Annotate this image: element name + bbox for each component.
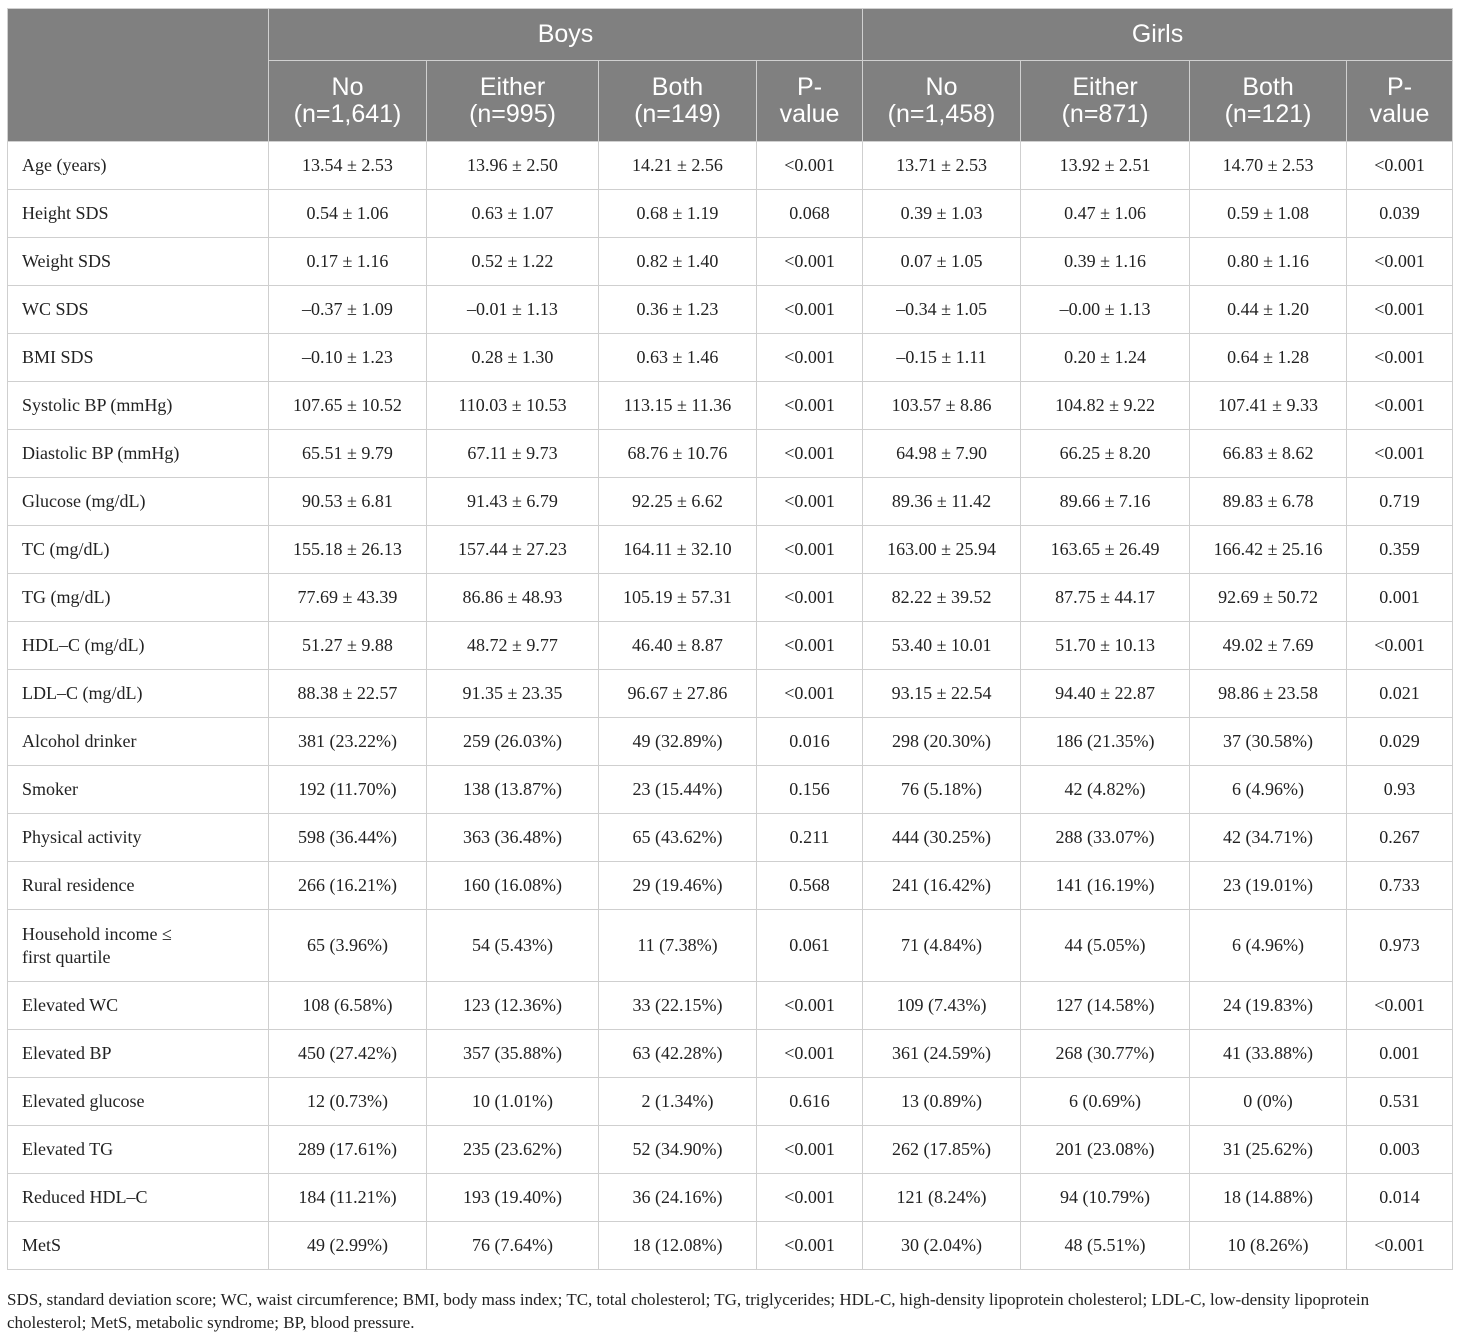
p-value-cell: <0.001 (757, 286, 863, 334)
p-value-cell: 0.068 (757, 190, 863, 238)
value-cell: 54 (5.43%) (427, 910, 599, 982)
row-label-cell (8, 1222, 269, 1270)
row-label: Weight SDS (22, 251, 112, 271)
subheader-label: P- (797, 73, 823, 101)
value-cell: 87.75 ± 44.17 (1021, 574, 1190, 622)
value-cell: 44 (5.05%) (1021, 910, 1190, 982)
subheader-count: value (779, 100, 840, 128)
table-row (8, 238, 1453, 286)
table-footnote: SDS, standard deviation score; WC, waist circumference; BMI, body mass index; TC, total cholesterol; TG, triglycerides; HDL-C, high-density lipoprotein cholesterol; LDL-C, low-density lipoprotein cholesterol; MetS, metabolic syndrome; BP, blood pressure. (7, 1290, 1370, 1332)
row-label: Diastolic BP (mmHg) (22, 443, 180, 463)
value-cell: 166.42 ± 25.16 (1190, 526, 1347, 574)
value-cell: 6 (4.96%) (1190, 910, 1347, 982)
value-cell: 193 (19.40%) (427, 1174, 599, 1222)
value-cell: 88.38 ± 22.57 (269, 670, 427, 718)
value-cell: 163.00 ± 25.94 (863, 526, 1021, 574)
value-cell: 0.44 ± 1.20 (1190, 286, 1347, 334)
value-cell: 598 (36.44%) (269, 814, 427, 862)
value-cell: 0.47 ± 1.06 (1021, 190, 1190, 238)
row-label-cell (8, 142, 269, 190)
value-cell: 67.11 ± 9.73 (427, 430, 599, 478)
group-header-boys: Boys (269, 9, 863, 61)
value-cell: –0.34 ± 1.05 (863, 286, 1021, 334)
table-row (8, 478, 1453, 526)
value-cell: 127 (14.58%) (1021, 982, 1190, 1030)
value-cell: 89.66 ± 7.16 (1021, 478, 1190, 526)
value-cell: 0.63 ± 1.07 (427, 190, 599, 238)
value-cell: 11 (7.38%) (599, 910, 757, 982)
value-cell: 29 (19.46%) (599, 862, 757, 910)
p-value-cell: 0.359 (1347, 526, 1453, 574)
value-cell: 123 (12.36%) (427, 982, 599, 1030)
subheader-cell (269, 61, 427, 142)
p-value-cell: <0.001 (757, 382, 863, 430)
value-cell: 0.20 ± 1.24 (1021, 334, 1190, 382)
value-cell: 23 (19.01%) (1190, 862, 1347, 910)
table-row (8, 670, 1453, 718)
p-value-cell: 0.733 (1347, 862, 1453, 910)
p-value-cell: 0.719 (1347, 478, 1453, 526)
value-cell: 71 (4.84%) (863, 910, 1021, 982)
table-row (8, 382, 1453, 430)
value-cell: 141 (16.19%) (1021, 862, 1190, 910)
value-cell: 51.27 ± 9.88 (269, 622, 427, 670)
value-cell: 37 (30.58%) (1190, 718, 1347, 766)
value-cell: 0.59 ± 1.08 (1190, 190, 1347, 238)
value-cell: 36 (24.16%) (599, 1174, 757, 1222)
value-cell: 0.64 ± 1.28 (1190, 334, 1347, 382)
table-row (8, 142, 1453, 190)
value-cell: 96.67 ± 27.86 (599, 670, 757, 718)
value-cell: 259 (26.03%) (427, 718, 599, 766)
table-row (8, 814, 1453, 862)
row-label-cell (8, 190, 269, 238)
p-value-cell: <0.001 (1347, 382, 1453, 430)
subheader-label: Either (1072, 73, 1138, 101)
p-value-cell: 0.267 (1347, 814, 1453, 862)
value-cell: 138 (13.87%) (427, 766, 599, 814)
row-label: Reduced HDL–C (22, 1187, 148, 1207)
p-value-cell: 0.568 (757, 862, 863, 910)
p-value-cell: 0.016 (757, 718, 863, 766)
subheader-label: Both (651, 73, 704, 101)
table-row (8, 334, 1453, 382)
p-value-cell: <0.001 (757, 982, 863, 1030)
value-cell: 42 (4.82%) (1021, 766, 1190, 814)
data-table-container (7, 8, 1452, 1270)
row-label: Elevated BP (22, 1043, 112, 1063)
data-table (7, 8, 1453, 1270)
p-value-cell: <0.001 (1347, 1222, 1453, 1270)
value-cell: 235 (23.62%) (427, 1126, 599, 1174)
row-label-cell (8, 430, 269, 478)
p-value-cell: <0.001 (1347, 430, 1453, 478)
value-cell: 48.72 ± 9.77 (427, 622, 599, 670)
value-cell: 241 (16.42%) (863, 862, 1021, 910)
p-value-cell: <0.001 (757, 334, 863, 382)
subheader-label: P- (1387, 73, 1413, 101)
p-value-cell: <0.001 (757, 238, 863, 286)
value-cell: 94.40 ± 22.87 (1021, 670, 1190, 718)
p-value-cell: 0.93 (1347, 766, 1453, 814)
value-cell: 49.02 ± 7.69 (1190, 622, 1347, 670)
value-cell: 76 (5.18%) (863, 766, 1021, 814)
value-cell: –0.37 ± 1.09 (269, 286, 427, 334)
subheader-count: (n=1,458) (887, 100, 996, 128)
value-cell: 0 (0%) (1190, 1078, 1347, 1126)
p-value-cell: <0.001 (757, 142, 863, 190)
value-cell: –0.15 ± 1.11 (863, 334, 1021, 382)
value-cell: 66.83 ± 8.62 (1190, 430, 1347, 478)
subheader-label: Both (1242, 73, 1294, 101)
p-value-cell: 0.616 (757, 1078, 863, 1126)
subheader-cell (1190, 61, 1347, 142)
group-header-girls: Girls (863, 9, 1453, 61)
row-label: Rural residence (22, 875, 135, 895)
value-cell: 107.41 ± 9.33 (1190, 382, 1347, 430)
value-cell: 108 (6.58%) (269, 982, 427, 1030)
header-corner-cell (8, 9, 269, 142)
value-cell: 160 (16.08%) (427, 862, 599, 910)
p-value-cell: <0.001 (757, 1030, 863, 1078)
value-cell: 0.39 ± 1.03 (863, 190, 1021, 238)
value-cell: 51.70 ± 10.13 (1021, 622, 1190, 670)
value-cell: 68.76 ± 10.76 (599, 430, 757, 478)
p-value-cell: 0.531 (1347, 1078, 1453, 1126)
value-cell: 13.54 ± 2.53 (269, 142, 427, 190)
value-cell: 31 (25.62%) (1190, 1126, 1347, 1174)
value-cell: 76 (7.64%) (427, 1222, 599, 1270)
value-cell: 0.52 ± 1.22 (427, 238, 599, 286)
row-label-cell (8, 1126, 269, 1174)
subheader-cell (757, 61, 863, 142)
row-label-cell (8, 574, 269, 622)
value-cell: 13.96 ± 2.50 (427, 142, 599, 190)
subheader-label: No (925, 73, 958, 101)
value-cell: 107.65 ± 10.52 (269, 382, 427, 430)
value-cell: 63 (42.28%) (599, 1030, 757, 1078)
value-cell: 98.86 ± 23.58 (1190, 670, 1347, 718)
row-label-line2: first quartile (22, 946, 111, 967)
value-cell: –0.00 ± 1.13 (1021, 286, 1190, 334)
row-label: Height SDS (22, 203, 109, 223)
value-cell: 192 (11.70%) (269, 766, 427, 814)
row-label-cell (8, 718, 269, 766)
value-cell: 184 (11.21%) (269, 1174, 427, 1222)
row-label-cell (8, 622, 269, 670)
row-label-cell (8, 910, 269, 982)
value-cell: 92.25 ± 6.62 (599, 478, 757, 526)
table-row (8, 910, 1453, 982)
row-label-cell (8, 238, 269, 286)
p-value-cell: <0.001 (757, 478, 863, 526)
value-cell: 381 (23.22%) (269, 718, 427, 766)
row-label: MetS (22, 1235, 62, 1255)
value-cell: 268 (30.77%) (1021, 1030, 1190, 1078)
value-cell: 262 (17.85%) (863, 1126, 1021, 1174)
p-value-cell: <0.001 (757, 526, 863, 574)
p-value-cell: <0.001 (1347, 334, 1453, 382)
p-value-cell: <0.001 (1347, 142, 1453, 190)
row-label: Systolic BP (mmHg) (22, 395, 173, 415)
row-label: Elevated WC (22, 995, 119, 1015)
subheader-label: No (331, 73, 364, 101)
row-label: TG (mg/dL) (22, 587, 111, 607)
value-cell: 0.28 ± 1.30 (427, 334, 599, 382)
value-cell: 0.68 ± 1.19 (599, 190, 757, 238)
table-row (8, 766, 1453, 814)
table-row (8, 574, 1453, 622)
subheader-count: (n=121) (1224, 100, 1312, 128)
row-label: Elevated TG (22, 1139, 114, 1159)
p-value-cell: <0.001 (1347, 622, 1453, 670)
value-cell: –0.01 ± 1.13 (427, 286, 599, 334)
value-cell: 109 (7.43%) (863, 982, 1021, 1030)
row-label-cell (8, 382, 269, 430)
value-cell: 41 (33.88%) (1190, 1030, 1347, 1078)
value-cell: 0.80 ± 1.16 (1190, 238, 1347, 286)
value-cell: 186 (21.35%) (1021, 718, 1190, 766)
value-cell: 94 (10.79%) (1021, 1174, 1190, 1222)
table-row (8, 1078, 1453, 1126)
value-cell: 53.40 ± 10.01 (863, 622, 1021, 670)
value-cell: 30 (2.04%) (863, 1222, 1021, 1270)
value-cell: 201 (23.08%) (1021, 1126, 1190, 1174)
table-row (8, 286, 1453, 334)
table-row (8, 622, 1453, 670)
table-body (8, 142, 1453, 1270)
value-cell: 82.22 ± 39.52 (863, 574, 1021, 622)
subheader-cell (427, 61, 599, 142)
value-cell: 18 (14.88%) (1190, 1174, 1347, 1222)
value-cell: –0.10 ± 1.23 (269, 334, 427, 382)
value-cell: 357 (35.88%) (427, 1030, 599, 1078)
value-cell: 48 (5.51%) (1021, 1222, 1190, 1270)
value-cell: 104.82 ± 9.22 (1021, 382, 1190, 430)
p-value-cell: 0.973 (1347, 910, 1453, 982)
value-cell: 361 (24.59%) (863, 1030, 1021, 1078)
value-cell: 49 (32.89%) (599, 718, 757, 766)
value-cell: 103.57 ± 8.86 (863, 382, 1021, 430)
value-cell: 49 (2.99%) (269, 1222, 427, 1270)
subheader-count: (n=995) (469, 100, 556, 128)
p-value-cell: 0.211 (757, 814, 863, 862)
row-label: TC (mg/dL) (22, 539, 110, 559)
value-cell: 12 (0.73%) (269, 1078, 427, 1126)
value-cell: 121 (8.24%) (863, 1174, 1021, 1222)
value-cell: 66.25 ± 8.20 (1021, 430, 1190, 478)
value-cell: 65 (3.96%) (269, 910, 427, 982)
value-cell: 52 (34.90%) (599, 1126, 757, 1174)
p-value-cell: <0.001 (1347, 238, 1453, 286)
row-label: Alcohol drinker (22, 731, 137, 751)
value-cell: 90.53 ± 6.81 (269, 478, 427, 526)
p-value-cell: <0.001 (757, 670, 863, 718)
value-cell: 18 (12.08%) (599, 1222, 757, 1270)
row-label-cell (8, 526, 269, 574)
value-cell: 450 (27.42%) (269, 1030, 427, 1078)
value-cell: 157.44 ± 27.23 (427, 526, 599, 574)
table-row (8, 526, 1453, 574)
value-cell: 6 (0.69%) (1021, 1078, 1190, 1126)
value-cell: 92.69 ± 50.72 (1190, 574, 1347, 622)
value-cell: 89.83 ± 6.78 (1190, 478, 1347, 526)
table-row (8, 982, 1453, 1030)
subheader-cell (1347, 61, 1453, 142)
subheader-cell (1021, 61, 1190, 142)
p-value-cell: 0.001 (1347, 1030, 1453, 1078)
value-cell: 113.15 ± 11.36 (599, 382, 757, 430)
value-cell: 77.69 ± 43.39 (269, 574, 427, 622)
value-cell: 46.40 ± 8.87 (599, 622, 757, 670)
subheader-label: Either (479, 73, 546, 101)
value-cell: 163.65 ± 26.49 (1021, 526, 1190, 574)
row-label: Smoker (22, 779, 78, 799)
value-cell: 89.36 ± 11.42 (863, 478, 1021, 526)
value-cell: 13.92 ± 2.51 (1021, 142, 1190, 190)
value-cell: 42 (34.71%) (1190, 814, 1347, 862)
p-value-cell: <0.001 (1347, 982, 1453, 1030)
value-cell: 0.39 ± 1.16 (1021, 238, 1190, 286)
value-cell: 91.43 ± 6.79 (427, 478, 599, 526)
subheader-count: (n=1,641) (293, 100, 402, 128)
value-cell: 266 (16.21%) (269, 862, 427, 910)
value-cell: 0.36 ± 1.23 (599, 286, 757, 334)
value-cell: 24 (19.83%) (1190, 982, 1347, 1030)
value-cell: 91.35 ± 23.35 (427, 670, 599, 718)
subheader-cell (863, 61, 1021, 142)
row-label: Age (years) (22, 155, 107, 175)
row-label-cell (8, 814, 269, 862)
value-cell: 86.86 ± 48.93 (427, 574, 599, 622)
p-value-cell: <0.001 (757, 622, 863, 670)
table-row (8, 430, 1453, 478)
value-cell: 14.21 ± 2.56 (599, 142, 757, 190)
row-label-cell (8, 670, 269, 718)
row-label: Elevated glucose (22, 1091, 145, 1111)
row-label-cell (8, 1030, 269, 1078)
row-label: Physical activity (22, 827, 142, 847)
row-label-cell (8, 478, 269, 526)
p-value-cell: <0.001 (757, 574, 863, 622)
p-value-cell: 0.021 (1347, 670, 1453, 718)
p-value-cell: <0.001 (757, 1222, 863, 1270)
header-row-groups (8, 9, 1453, 61)
row-label: LDL–C (mg/dL) (22, 683, 143, 703)
row-label-cell (8, 286, 269, 334)
value-cell: 444 (30.25%) (863, 814, 1021, 862)
value-cell: 65 (43.62%) (599, 814, 757, 862)
table-row (8, 1126, 1453, 1174)
table-row (8, 1174, 1453, 1222)
value-cell: 13.71 ± 2.53 (863, 142, 1021, 190)
row-label: BMI SDS (22, 347, 94, 367)
value-cell: 0.07 ± 1.05 (863, 238, 1021, 286)
value-cell: 110.03 ± 10.53 (427, 382, 599, 430)
table-row (8, 862, 1453, 910)
row-label-cell (8, 766, 269, 814)
p-value-cell: 0.061 (757, 910, 863, 982)
value-cell: 288 (33.07%) (1021, 814, 1190, 862)
table-row (8, 190, 1453, 238)
row-label-cell (8, 1174, 269, 1222)
value-cell: 10 (1.01%) (427, 1078, 599, 1126)
row-label-cell (8, 982, 269, 1030)
row-label: WC SDS (22, 299, 89, 319)
value-cell: 105.19 ± 57.31 (599, 574, 757, 622)
p-value-cell: <0.001 (757, 430, 863, 478)
value-cell: 2 (1.34%) (599, 1078, 757, 1126)
value-cell: 93.15 ± 22.54 (863, 670, 1021, 718)
row-label: Glucose (mg/dL) (22, 491, 146, 511)
p-value-cell: 0.001 (1347, 574, 1453, 622)
p-value-cell: <0.001 (757, 1174, 863, 1222)
p-value-cell: 0.029 (1347, 718, 1453, 766)
value-cell: 0.82 ± 1.40 (599, 238, 757, 286)
subheader-count: (n=149) (634, 100, 721, 128)
value-cell: 164.11 ± 32.10 (599, 526, 757, 574)
row-label-cell (8, 862, 269, 910)
value-cell: 0.63 ± 1.46 (599, 334, 757, 382)
value-cell: 10 (8.26%) (1190, 1222, 1347, 1270)
p-value-cell: 0.039 (1347, 190, 1453, 238)
table-row (8, 1030, 1453, 1078)
value-cell: 289 (17.61%) (269, 1126, 427, 1174)
value-cell: 6 (4.96%) (1190, 766, 1347, 814)
table-header (8, 9, 1453, 142)
table-row (8, 718, 1453, 766)
p-value-cell: 0.003 (1347, 1126, 1453, 1174)
table-row (8, 1222, 1453, 1270)
value-cell: 363 (36.48%) (427, 814, 599, 862)
subheader-cell (599, 61, 757, 142)
row-label: Household income ≤ (22, 923, 172, 944)
p-value-cell: <0.001 (1347, 286, 1453, 334)
subheader-count: value (1369, 100, 1430, 128)
p-value-cell: 0.014 (1347, 1174, 1453, 1222)
row-label: HDL–C (mg/dL) (22, 635, 145, 655)
value-cell: 14.70 ± 2.53 (1190, 142, 1347, 190)
row-label-cell (8, 334, 269, 382)
p-value-cell: <0.001 (757, 1126, 863, 1174)
subheader-count: (n=871) (1061, 100, 1149, 128)
p-value-cell: 0.156 (757, 766, 863, 814)
value-cell: 13 (0.89%) (863, 1078, 1021, 1126)
value-cell: 0.54 ± 1.06 (269, 190, 427, 238)
row-label-cell (8, 1078, 269, 1126)
value-cell: 0.17 ± 1.16 (269, 238, 427, 286)
value-cell: 155.18 ± 26.13 (269, 526, 427, 574)
value-cell: 298 (20.30%) (863, 718, 1021, 766)
value-cell: 65.51 ± 9.79 (269, 430, 427, 478)
value-cell: 23 (15.44%) (599, 766, 757, 814)
value-cell: 64.98 ± 7.90 (863, 430, 1021, 478)
value-cell: 33 (22.15%) (599, 982, 757, 1030)
